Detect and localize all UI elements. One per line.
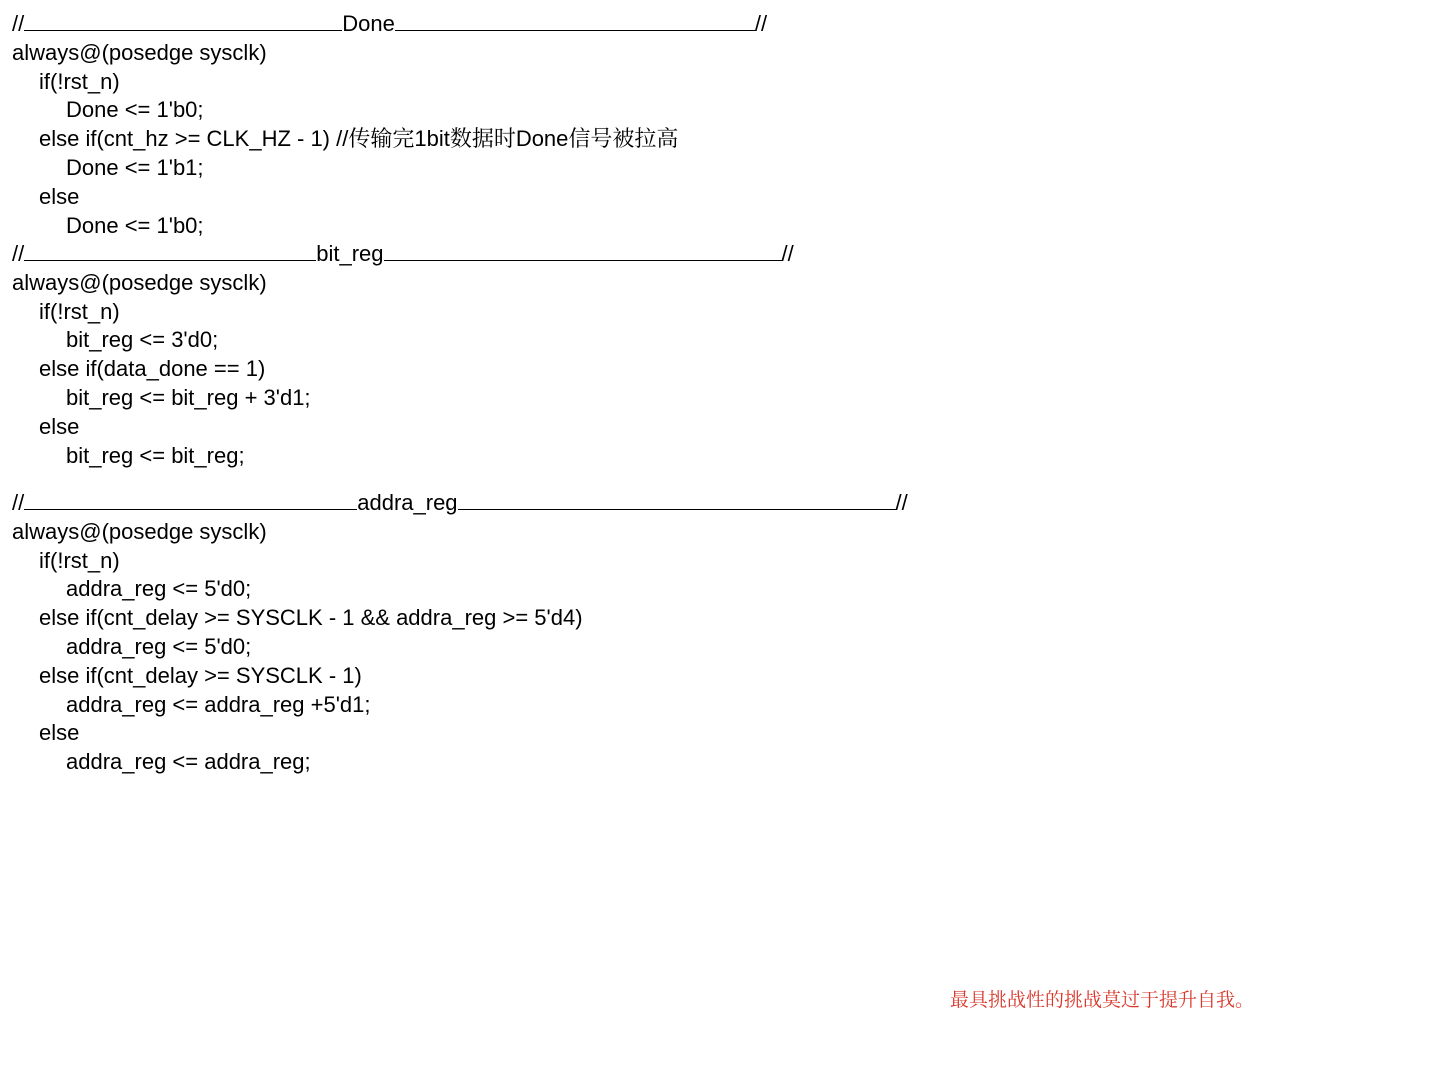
code-line: else if(data_done == 1) — [39, 356, 266, 382]
code-line: else — [39, 720, 80, 746]
code-line: if(!rst_n) — [39, 68, 120, 94]
code-line: always@(posedge sysclk) — [12, 269, 267, 295]
comment-prefix: // — [12, 241, 25, 266]
comment-suffix: // — [754, 11, 768, 36]
section-header-label: addra_reg — [357, 490, 458, 515]
code-line: addra_reg <= 5'd0; — [66, 633, 252, 659]
footer-quote: 最具挑战性的挑战莫过于提升自我。 — [950, 989, 1255, 1011]
code-section-bit-reg — [12, 240, 794, 470]
comment-prefix: // — [12, 11, 25, 36]
header-rule-right — [384, 240, 782, 261]
code-line: else if(cnt_delay >= SYSCLK - 1 && addra_reg >= 5'd4) — [39, 605, 583, 631]
code-line: always@(posedge sysclk) — [12, 39, 267, 65]
code-line: addra_reg <= 5'd0; — [66, 576, 252, 602]
section-header-addra-reg — [12, 489, 908, 518]
code-line: Done <= 1'b1; — [66, 154, 204, 180]
code-line: bit_reg <= 3'd0; — [66, 327, 219, 353]
section-header-label: Done — [342, 11, 395, 36]
header-rule-right — [458, 489, 896, 510]
code-line: addra_reg <= addra_reg; — [66, 749, 311, 775]
header-rule-right — [395, 10, 755, 31]
code-line: Done <= 1'b0; — [66, 212, 204, 238]
comment-prefix: // — [12, 490, 25, 515]
header-rule-left — [24, 10, 342, 31]
code-line: else if(cnt_hz >= CLK_HZ - 1) //传输完1bit数据时Done信号被拉高 — [39, 126, 679, 152]
code-line: else — [39, 183, 80, 209]
section-header-label: bit_reg — [316, 241, 384, 266]
code-line: if(!rst_n) — [39, 547, 120, 573]
header-rule-left — [24, 240, 316, 261]
code-line: bit_reg <= bit_reg + 3'd1; — [66, 384, 311, 410]
code-line: always@(posedge sysclk) — [12, 518, 267, 544]
code-line: if(!rst_n) — [39, 298, 120, 324]
section-header-bit-reg — [12, 240, 794, 269]
comment-suffix: // — [895, 490, 908, 515]
code-line: Done <= 1'b0; — [66, 97, 204, 123]
comment-suffix: // — [781, 241, 794, 266]
section-header-done — [12, 10, 767, 39]
code-line: else — [39, 413, 80, 439]
code-section-addra-reg — [12, 489, 908, 777]
header-rule-left — [24, 489, 357, 510]
code-section-done — [12, 10, 767, 240]
code-line: else if(cnt_delay >= SYSCLK - 1) — [39, 662, 362, 688]
code-line: addra_reg <= addra_reg +5'd1; — [66, 691, 371, 717]
code-line: bit_reg <= bit_reg; — [66, 442, 245, 468]
